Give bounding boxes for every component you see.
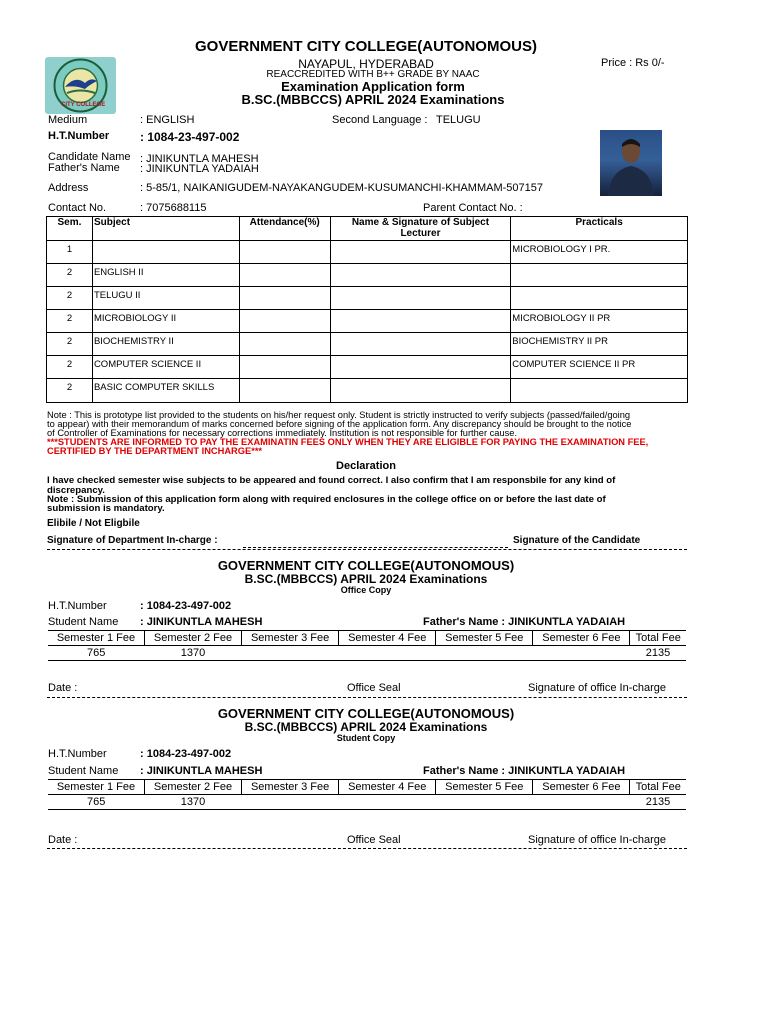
table-row [47,310,688,333]
subject-cell: ENGLISH II [92,264,239,287]
student-name-label: Student Name [48,765,119,777]
office-copy-divider [47,697,687,698]
fee-header: Semester 6 Fee [533,631,630,646]
office-student-label: Student Name [48,616,119,628]
fee-header: Semester 4 Fee [339,780,436,795]
office-ht-value: : 1084-23-497-002 [140,600,232,612]
student-copy-divider [47,848,687,849]
college-location: NAYAPUL, HYDERABAD [298,57,434,71]
father-name-label: Father's Name [48,162,120,174]
father-name-value: : JINIKUNTLA YADAIAH [140,163,259,175]
subject-cell: BIOCHEMISTRY II [92,333,239,356]
fee-value [533,646,630,661]
parent-contact-label: Parent Contact No. : [423,202,523,214]
sem-cell: 2 [47,379,93,403]
accreditation: REACCREDITED WITH B++ GRADE BY NAAC [266,69,480,80]
fee-header: Semester 4 Fee [339,631,436,646]
fee-header: Semester 6 Fee [533,780,630,795]
sem-cell: 1 [47,241,93,264]
fee-value-row [48,646,686,661]
student-fee-table [48,779,686,810]
fee-header: Semester 3 Fee [242,780,339,795]
sem-cell: 2 [47,333,93,356]
fee-value: 765 [48,646,144,661]
fee-header: Semester 2 Fee [144,780,241,795]
fee-value [242,646,339,661]
fee-value: 2135 [630,646,686,661]
declaration-title: Declaration [336,460,396,472]
dept-signature-line[interactable] [243,547,508,548]
second-language-label: Second Language : [332,114,428,126]
declaration-line-3: Note : Submission of this application form along with required enclosures in the college office on or before the last date of [47,494,606,505]
office-copy-college: GOVERNMENT CITY COLLEGE(AUTONOMOUS) [217,558,515,573]
lecturer-signature-cell[interactable] [330,379,511,403]
attendance-cell[interactable] [239,333,330,356]
fee-value: 1370 [144,795,241,810]
candidate-name-value: : JINIKUNTLA MAHESH [140,153,259,165]
office-seal-label: Office Seal [347,682,401,694]
office-copy-exam: B.SC.(MBBCCS) APRIL 2024 Examinations [244,572,488,586]
sem-cell: 2 [47,287,93,310]
attendance-cell[interactable] [239,241,330,264]
fee-value-row [48,795,686,810]
candidate-name-label: Candidate Name [48,151,131,163]
practical-cell: MICROBIOLOGY I PR. [511,241,688,264]
candidate-signature-label: Signature of the Candidate [513,535,641,546]
fee-value [242,795,339,810]
subject-cell: MICROBIOLOGY II [92,310,239,333]
section-divider [47,549,687,550]
ht-number-value: : 1084-23-497-002 [140,130,240,144]
student-signature-label: Signature of office In-charge [528,834,666,846]
medium-label: Medium [48,114,88,126]
student-copy-label: Student Copy [336,733,396,743]
student-father-name: Father's Name : JINIKUNTLA YADAIAH [423,765,626,777]
header-practicals: Practicals [511,217,688,241]
student-copy-exam: B.SC.(MBBCCS) APRIL 2024 Examinations [244,720,488,734]
attendance-cell[interactable] [239,310,330,333]
logo-text: CITY COLLEGE [61,102,106,108]
lecturer-signature-cell[interactable] [330,310,511,333]
candidate-photo [600,130,662,196]
note-line-2: to appear) with their memorandum of marks concerned before signing of the application form. Any discrepancy should be brought to the notice [47,419,632,429]
fee-header-row [48,631,686,646]
lecturer-signature-cell[interactable] [330,264,511,287]
note-line-3: of Controller of Examinations for necessary corrections immediately. Institution is not responsible for further cause. [47,428,518,438]
fee-value: 1370 [144,646,241,661]
attendance-cell[interactable] [239,264,330,287]
fee-value [436,646,533,661]
fee-value [436,795,533,810]
exam-title: B.SC.(MBBCCS) APRIL 2024 Examinations [241,92,505,107]
header-attendance: Attendance(%) [239,217,330,241]
fee-header: Semester 2 Fee [144,631,241,646]
sem-cell: 2 [47,264,93,287]
price-label: Price : Rs 0/- [601,57,665,69]
declaration-line-1: I have checked semester wise subjects to be appeared and found correct. I also confirm that I am responsbile for any kind of [47,475,616,486]
header-subject: Subject [92,217,239,241]
attendance-cell[interactable] [239,379,330,403]
declaration-line-2: discrepancy. [47,485,105,496]
declaration-line-4: submission is mandatory. [47,503,165,514]
student-date-label: Date : [48,834,78,846]
office-copy-label: Office Copy [340,585,392,595]
student-name-value: : JINIKUNTLA MAHESH [140,765,263,777]
practical-cell [511,379,688,403]
practical-cell [511,287,688,310]
table-row [47,379,688,403]
fee-header: Semester 5 Fee [436,631,533,646]
fee-value [533,795,630,810]
office-fee-table [48,630,686,661]
person-photo-icon [600,130,662,196]
fee-value [339,795,436,810]
lecturer-signature-cell[interactable] [330,356,511,379]
fee-header: Semester 5 Fee [436,780,533,795]
medium-value: : ENGLISH [140,114,195,126]
fee-header: Semester 3 Fee [242,631,339,646]
subject-cell: COMPUTER SCIENCE II [92,356,239,379]
subjects-table [46,216,688,403]
fee-value: 2135 [630,795,686,810]
practical-cell: COMPUTER SCIENCE II PR [511,356,688,379]
contact-label: Contact No. [48,202,107,214]
office-student-value: : JINIKUNTLA MAHESH [140,616,263,628]
table-row [47,356,688,379]
fee-header-row [48,780,686,795]
student-ht-value: : 1084-23-497-002 [140,748,232,760]
fee-warning-line-1: ***STUDENTS ARE INFORMED TO PAY THE EXAMINATIN FEES ONLY WHEN THEY ARE ELIGIBLE FOR PAYING THE EXAMINATION FEE, [47,437,649,447]
subject-cell: TELUGU II [92,287,239,310]
fee-value: 765 [48,795,144,810]
eligibility-label: Elibile / Not Eligbile [47,518,140,529]
fee-warning-line-2: CERTIFIED BY THE DEPARTMENT INCHARGE*** [47,446,263,456]
office-date-label: Date : [48,682,78,694]
note-line-1: Note : This is prototype list provided to the students on his/her request only. Student is strictly instructed to verify subjects (passed/failed/going [47,410,631,420]
table-row [47,287,688,310]
student-seal-label: Office Seal [347,834,401,846]
header-sem: Sem. [47,217,93,241]
lecturer-signature-cell[interactable] [330,333,511,356]
subject-cell [92,241,239,264]
lecturer-signature-cell[interactable] [330,241,511,264]
table-row [47,241,688,264]
header-lecturer: Name & Signature of Subject Lecturer [330,217,511,241]
fee-header: Semester 1 Fee [48,780,144,795]
student-copy-college: GOVERNMENT CITY COLLEGE(AUTONOMOUS) [217,706,515,721]
ht-number-label: H.T.Number [48,130,110,142]
table-row [47,333,688,356]
subjects-header-row [47,217,688,241]
second-language-value: TELUGU [436,114,481,126]
fee-header: Total Fee [630,780,686,795]
form-title: Examination Application form [281,79,465,94]
fee-header: Total Fee [630,631,686,646]
attendance-cell[interactable] [239,356,330,379]
address-label: Address [48,182,89,194]
fee-value [339,646,436,661]
practical-cell: BIOCHEMISTRY II PR [511,333,688,356]
practical-cell [511,264,688,287]
address-value: : 5-85/1, NAIKANIGUDEM-NAYAKANGUDEM-KUSUMANCHI-KHAMMAM-507157 [140,182,544,194]
fee-header: Semester 1 Fee [48,631,144,646]
attendance-cell[interactable] [239,287,330,310]
office-father-name: Father's Name : JINIKUNTLA YADAIAH [423,616,626,628]
lecturer-signature-cell[interactable] [330,287,511,310]
office-signature-label: Signature of office In-charge [528,682,666,694]
dept-signature-label: Signature of Department In-charge : [47,535,218,546]
subject-cell: BASIC COMPUTER SKILLS [92,379,239,403]
sem-cell: 2 [47,356,93,379]
table-row [47,264,688,287]
office-ht-label: H.T.Number [48,600,107,612]
college-title: GOVERNMENT CITY COLLEGE(AUTONOMOUS) [195,38,537,55]
sem-cell: 2 [47,310,93,333]
student-ht-label: H.T.Number [48,748,107,760]
contact-value: : 7075688115 [140,202,207,214]
practical-cell: MICROBIOLOGY II PR [511,310,688,333]
